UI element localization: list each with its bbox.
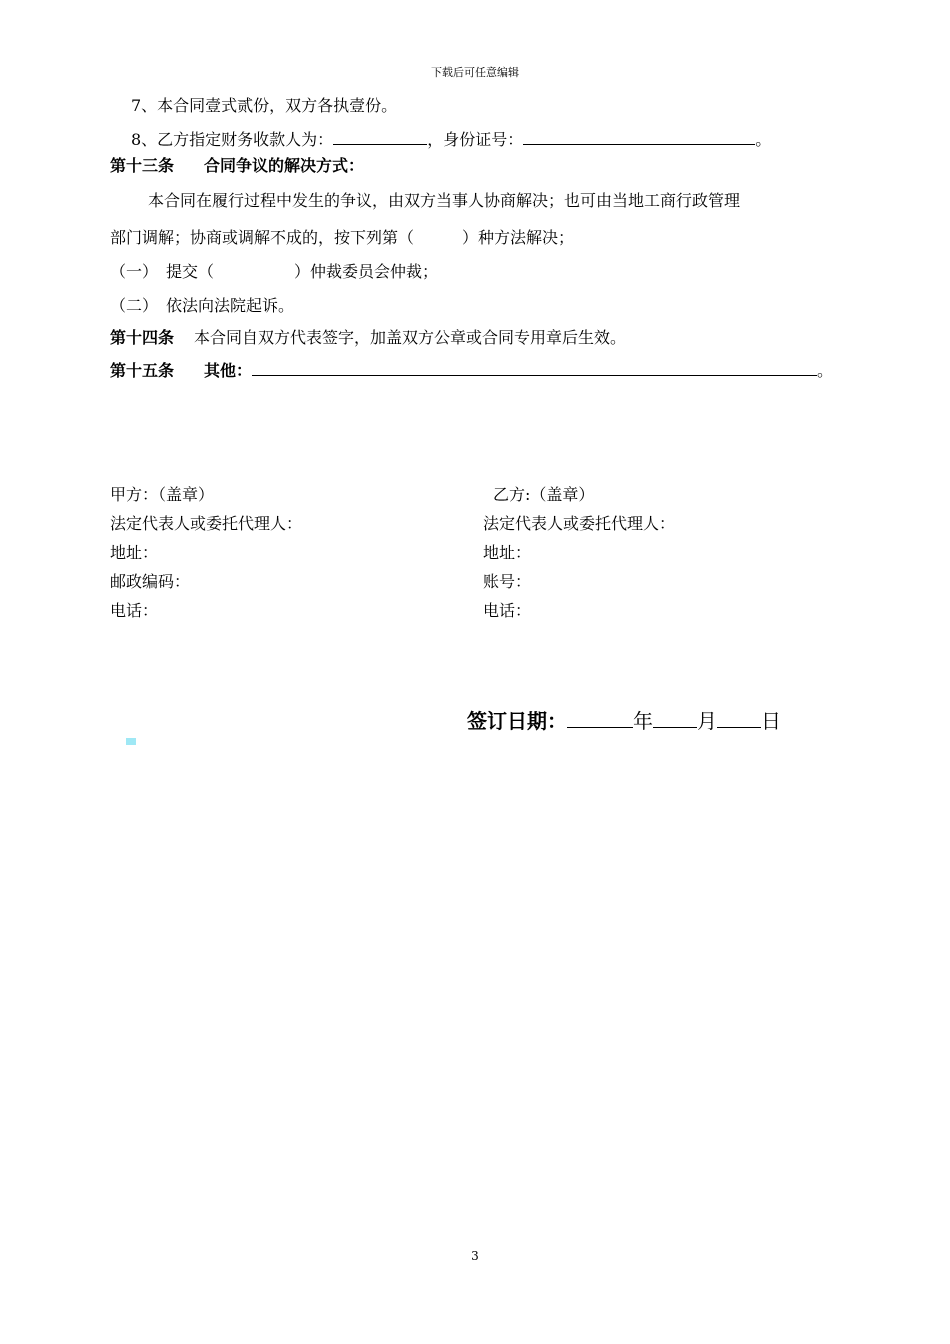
other-terms-blank[interactable] (252, 359, 817, 376)
day-blank[interactable] (717, 707, 761, 728)
option-litigation: （二） 依法向法院起诉。 (110, 296, 295, 315)
party-a-title: 甲方：（盖章） (110, 485, 215, 504)
month-blank[interactable] (653, 707, 697, 728)
month-label: 月 (697, 709, 717, 733)
party-a-address: 地址： (110, 543, 159, 562)
option-arbitration: （一） 提交（ ）仲裁委员会仲裁； (110, 262, 439, 281)
signing-date-label: 签订日期： (467, 709, 567, 733)
party-a-representative: 法定代表人或委托代理人： (110, 514, 303, 533)
article-13-body-line2: 部门调解；协商或调解不成的，按下列第（ ）种方法解决； (110, 228, 575, 247)
clause-item-8 (131, 128, 771, 148)
article-14-number: 第十四条 (110, 328, 175, 347)
item-8-label: 8、乙方指定财务收款人为： (131, 130, 334, 149)
page-header: 下载后可任意编辑 (431, 66, 519, 79)
party-b-account: 账号： (483, 572, 532, 591)
article-13-title (110, 158, 364, 174)
party-b-address: 地址： (483, 543, 532, 562)
article-15-heading: 其他： (204, 361, 253, 380)
signing-date (467, 707, 781, 731)
item-8-id-label: ，身份证号： (427, 130, 524, 149)
article-15 (110, 359, 833, 379)
article-13-heading: 合同争议的解决方式： (204, 156, 365, 175)
party-b-phone: 电话： (483, 601, 532, 620)
page-number: 3 (471, 1249, 479, 1263)
party-a-postcode: 邮政编码： (110, 572, 191, 591)
article-14 (110, 330, 626, 346)
party-a-phone: 电话： (110, 601, 159, 620)
article-13-number: 第十三条 (110, 156, 175, 175)
party-b-representative: 法定代表人或委托代理人： (483, 514, 676, 533)
day-label: 日 (761, 709, 781, 733)
payee-name-blank[interactable] (333, 128, 427, 145)
id-number-blank[interactable] (523, 128, 755, 145)
year-label: 年 (633, 709, 653, 733)
article-13-body-line1: 本合同在履行过程中发生的争议，由双方当事人协商解决；也可由当地工商行政管理 (148, 191, 741, 210)
item-8-end: 。 (755, 130, 772, 149)
article-14-body: 本合同自双方代表签字，加盖双方公章或合同专用章后生效。 (194, 328, 627, 347)
party-b-title: 乙方:（盖章） (493, 485, 595, 504)
clause-item-7: 7、本合同壹式贰份，双方各执壹份。 (131, 96, 398, 115)
year-blank[interactable] (567, 707, 633, 728)
article-15-end: 。 (817, 361, 834, 380)
cursor-marker (126, 738, 136, 745)
article-15-number: 第十五条 (110, 361, 175, 380)
